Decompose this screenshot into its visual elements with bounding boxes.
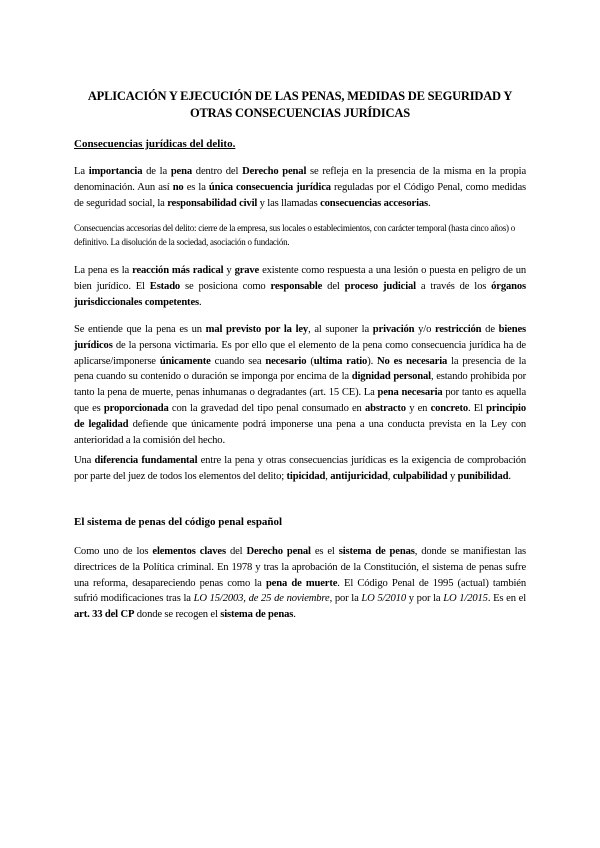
text-run: a través de los — [415, 280, 492, 292]
document-title — [60, 88, 540, 122]
italic-reference: LO 5/2010 — [361, 593, 406, 605]
paragraph-diferencia-fundamental — [74, 453, 526, 485]
bold-term: responsabilidad civil — [167, 197, 258, 209]
bold-term: Derecho penal — [242, 166, 307, 177]
text-run: cuando sea — [210, 355, 266, 367]
text-run: Se entiende que la pena es un — [74, 324, 206, 335]
text-run: . — [508, 470, 511, 482]
bold-term: pena — [170, 166, 192, 177]
bold-term: elementos claves — [152, 546, 226, 557]
text-run: de la — [142, 166, 171, 177]
bold-term: concreto — [430, 402, 468, 414]
text-run: es la — [183, 181, 209, 193]
paragraph-reaccion-radical — [74, 263, 526, 310]
text-run: es el — [310, 546, 339, 557]
bold-term: Derecho penal — [246, 546, 311, 557]
bold-term: bienes jurídicos — [74, 324, 526, 351]
bold-term: responsable — [270, 280, 323, 292]
text-run: y/o — [414, 324, 436, 335]
text-run: del — [322, 280, 345, 292]
bold-term: dignidad personal — [351, 371, 431, 383]
section-heading-sistema-penas: El sistema de penas del código penal español — [74, 516, 283, 528]
bold-term: consecuencias accesorias — [320, 197, 428, 209]
bold-term: privación — [372, 324, 415, 335]
text-run: . — [427, 197, 431, 209]
bold-term: punibilidad — [457, 470, 509, 482]
text-run: la presencia de la pena cuando su contenido o duración se imponga por encima de la — [74, 355, 526, 383]
text-run: Como uno de los — [74, 546, 153, 557]
text-run: Una — [74, 455, 95, 466]
text-run: y — [223, 265, 235, 276]
bold-term: únicamente — [159, 355, 211, 367]
text-run: dentro del — [192, 166, 243, 177]
bold-term: grave — [234, 265, 260, 276]
text-run: y las llamadas — [257, 197, 321, 209]
text-run: y en — [405, 402, 431, 414]
bold-term: importancia — [88, 166, 143, 177]
bold-term: necesario — [265, 355, 307, 367]
bold-term: antijuricidad — [330, 470, 388, 482]
bold-term: diferencia fundamental — [94, 455, 198, 466]
text-run: . El Código Penal de 1995 (actual) también sufrió modificaciones tras la — [74, 577, 526, 605]
title-line-1: APLICACIÓN Y EJECUCIÓN DE LAS PENAS, MEDIDAS DE SEGURIDAD Y — [87, 89, 513, 103]
bold-term: proceso judicial — [344, 280, 416, 292]
bold-term: No es necesaria — [377, 355, 448, 367]
bold-term: pena necesaria — [377, 387, 443, 399]
bold-term: tipicidad — [286, 470, 326, 482]
text-run: , por la — [329, 593, 362, 605]
bold-term: única consecuencia jurídica — [208, 181, 331, 193]
text-run: con la gravedad del tipo penal consumado en — [168, 402, 365, 414]
bold-term: abstracto — [364, 402, 406, 414]
text-run: y por la — [405, 593, 444, 605]
bold-term: ultima ratio — [313, 355, 368, 367]
paragraph-sistema-penas — [74, 544, 526, 623]
bold-term: no — [172, 181, 184, 193]
text-run: se refleja en la presencia de la misma en la propia denominación. Aun así — [74, 166, 527, 193]
text-run: . — [293, 609, 296, 621]
bold-term: proporcionada — [103, 402, 169, 414]
text-run: de la persona victimaria. Es por ello que el elemento de la pena como consecuencia jurídica ha de aplicarse/imponerse — [74, 339, 526, 367]
bold-term: sistema de penas — [338, 546, 415, 557]
text-run: ( — [306, 355, 314, 367]
text-run: por tanto es aquella que es — [74, 387, 526, 414]
text-run: de — [481, 324, 499, 335]
text-run: donde se recogen el — [134, 609, 221, 621]
bold-term: reacción más radical — [132, 265, 224, 276]
bold-term: pena de muerte — [265, 577, 338, 589]
italic-reference: LO 1/2015 — [443, 593, 488, 605]
text-run: , — [325, 470, 331, 482]
text-run: reguladas por el Código Penal, como medidas de seguridad social, la — [74, 181, 526, 209]
text-run: ). — [367, 355, 378, 367]
text-run: del — [225, 546, 247, 557]
bold-term: principio de legalidad — [74, 402, 526, 430]
text-run: , al suponer la — [308, 324, 373, 335]
text-run: , estando prohibida por tanto la pena de muerte, penas inhumanas o degradantes (art. 15 CE). La — [74, 371, 526, 399]
text-run: La pena es la — [74, 265, 133, 276]
bold-term: Estado — [149, 280, 181, 292]
paragraph-importancia-pena — [74, 164, 526, 211]
text-run: existente como respuesta a una lesión o puesta en peligro de un bien jurídico. El — [74, 265, 526, 292]
text-run: , donde se manifiestan las directrices de la Política criminal. En 1978 y tras la aprobación de la Constitución, el sistema de penas sufre una reforma, desapareciendo penas como la — [74, 546, 527, 589]
text-run: defiende que únicamente podrá imponerse una pena a una conducta prevista en la Ley con anterioridad a la comisión del hecho. — [74, 418, 526, 446]
bold-term: sistema de penas — [220, 609, 294, 621]
note-consecuencias-accesorias: Consecuencias accesorias del delito: cierre de la empresa, sus locales o establecimientos, con carácter temporal (hasta cinco años) o definitivo. La disolución de la sociedad, asociación o fundación. — [74, 223, 516, 247]
title-line-2: OTRAS CONSECUENCIAS JURÍDICAS — [190, 106, 410, 120]
bold-term: art. 33 del CP — [74, 609, 135, 621]
bold-term: órganos jurisdiccionales competentes — [74, 280, 526, 308]
text-run: , — [387, 470, 393, 482]
text-run: La — [74, 166, 89, 177]
section-heading-consecuencias: Consecuencias jurídicas del delito. — [74, 138, 236, 150]
paragraph-mal-previsto — [74, 322, 526, 448]
text-run: . — [198, 296, 202, 308]
bold-term: restricción — [435, 324, 482, 335]
bold-term: mal previsto por la ley — [205, 324, 309, 335]
text-run: . El — [468, 402, 487, 414]
text-run: . Es en el — [487, 593, 526, 605]
text-run: se posiciona como — [180, 280, 271, 292]
italic-reference: LO 15/2003, de 25 de noviembre — [193, 593, 330, 605]
text-run: entre la pena y otras consecuencias jurídicas es la exigencia de comprobación por parte del juez de todos los elementos del delito; — [74, 455, 526, 482]
bold-term: culpabilidad — [392, 470, 448, 482]
text-run: y — [447, 470, 458, 482]
